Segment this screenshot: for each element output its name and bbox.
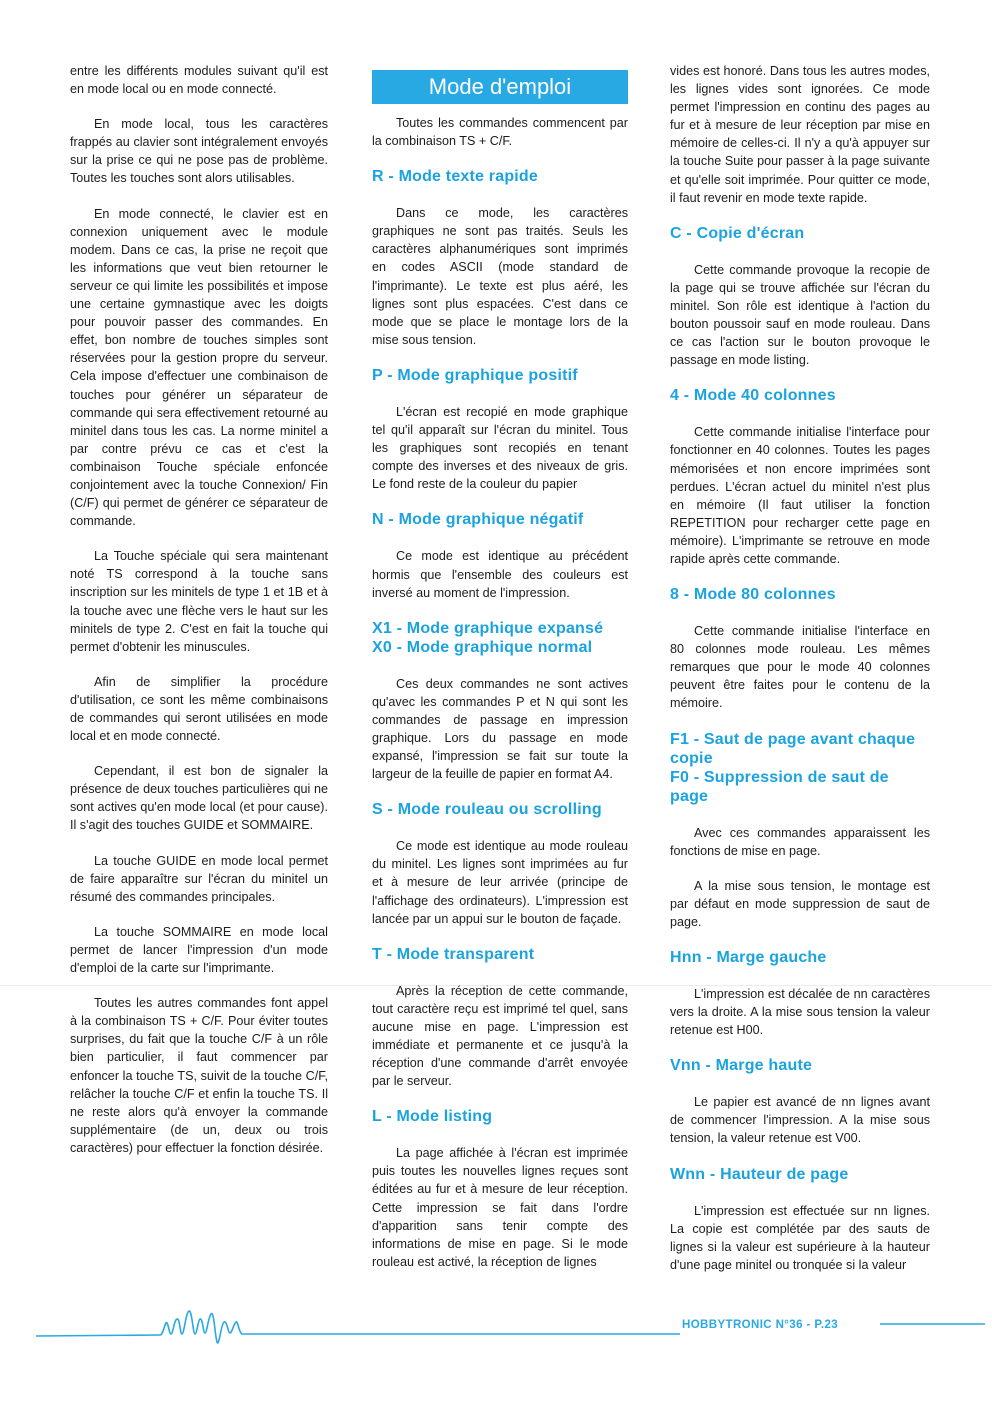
heading-n: N - Mode graphique négatif xyxy=(372,511,584,529)
heading-x0: X0 - Mode graphique normal xyxy=(372,638,593,656)
paragraph: Cependant, il est bon de signaler la présence de deux touches particulières qui ne sont actives qu'en mode local (et pour cause). Il s'agit des touches GUIDE et SOMMAIRE. xyxy=(70,764,328,833)
heading-8: 8 - Mode 80 colonnes xyxy=(670,586,836,604)
heading-t: T - Mode transparent xyxy=(372,945,535,963)
heading-l: L - Mode listing xyxy=(372,1108,493,1126)
paragraph: Ces deux commandes ne sont actives qu'avec les commandes P et N qui sont les commandes de passage en impression graphique. Lors du passage en mode expansé, l'impression se fait sur toute la largeur de la feuille de papier en format A4. xyxy=(372,676,628,782)
heading-4: 4 - Mode 40 colonnes xyxy=(670,387,836,405)
footer-rule xyxy=(0,1300,992,1360)
column-left xyxy=(70,62,328,1174)
paragraph: En mode connecté, le clavier est en connexion uniquement avec le module modem. Dans ce cas, la prise ne reçoit que les informations que veut bien retourner le serveur ce qui limite les possibilités et impose une certaine gymnastique avec les doigts pour pouvoir passer des commandes. En effet, bon nombre de touches simples sont réservées pour la gestion propre du serveur. Cela impose d'effectuer une combinaison de touches pour générer un séparateur de commande qui sera effectivement retourné au minitel dans tous les cas. La norme minitel a par contre prévu ce cas et c'est la combinaison Touche spéciale enfoncée conjointement avec la touche Connexion/ Fin (C/F) qui permet de générer ce séparateur de commande. xyxy=(70,206,328,529)
paragraph: Le papier est avancé de nn lignes avant de commencer l'impression. A la mise sous tension, la valeur retenue est V00. xyxy=(670,1095,930,1146)
paragraph: L'impression est décalée de nn caractères vers la droite. A la mise sous tension la valeur retenue est H00. xyxy=(670,987,930,1038)
paragraph: Cette commande initialise l'interface en 80 colonnes mode rouleau. Les mêmes remarques que pour le mode 40 colonnes peuvent être faites pour le contenu de la mémoire. xyxy=(670,624,930,711)
heading-p: P - Mode graphique positif xyxy=(372,366,578,384)
heading-h: Hnn - Marge gauche xyxy=(670,949,827,966)
paragraph: A la mise sous tension, le montage est par défaut en mode suppression de saut de page. xyxy=(670,878,930,929)
paragraph: Ce mode est identique au précédent hormis que l'ensemble des couleurs est inversé au moment de l'impression. xyxy=(372,549,628,600)
paragraph: L'impression est effectuée sur nn lignes. La copie est complétée par des sauts de lignes si la valeur est supérieure à la hauteur d'une page minitel ou tronquée si la valeur xyxy=(670,1203,930,1272)
footer-page-label: HOBBYTRONIC N°36 - P.23 xyxy=(682,1319,839,1331)
paragraph: Dans ce mode, les caractères graphiques ne sont pas traités. Seuls les caractères alphanumériques sont imprimés en codes ASCII (mode standard de l'imprimante). Le texte est plus aéré, les lignes sont plus espacées. C'est dans ce mode que se place le montage lors de la mise sous tension. xyxy=(372,206,628,347)
heading-v: Vnn - Marge haute xyxy=(670,1057,813,1075)
paragraph: Cette commande initialise l'interface pour fonctionner en 40 colonnes. Toutes les pages mémorisées et non encore imprimées sont perdues. L'écran actuel du minitel n'est plus en mémoire (Il faut utiliser la fonction REPETITION pour recharger cette page en mémoire). L'imprimante se retrouve en mode rapide après cette commande. xyxy=(670,425,930,566)
column-middle xyxy=(372,62,628,1288)
heading-w: Wnn - Hauteur de page xyxy=(670,1165,849,1183)
paragraph: La touche GUIDE en mode local permet de faire apparaître sur l'écran du minitel un résumé des commandes principales. xyxy=(70,853,328,904)
paragraph: Avec ces commandes apparaissent les fonctions de mise en page. xyxy=(670,825,930,858)
paragraph: La Touche spéciale qui sera maintenant noté TS correspond à la touche sans inscription sur les minitels de type 1 et 1B et à la touche avec une flèche vers le haut sur les minitels de type 2. C'est en fait la touche qui permet d'obtenir les minuscules. xyxy=(70,549,328,654)
paragraph: Cette commande provoque la recopie de la page qui se trouve affichée sur l'écran du minitel. Son rôle est identique à l'action du bouton poussoir sauf en mode rouleau. Dans ce cas l'action sur le bouton provoque le passage en mode listing. xyxy=(670,262,930,368)
paragraph: Ce mode est identique au mode rouleau du minitel. Les lignes sont imprimées au fur et à mesure de leur arrivée (principe de l'affichage des ordinateurs). L'impression est lancée par un appui sur le bouton de façade. xyxy=(372,839,628,926)
column-right xyxy=(670,62,930,1291)
heading-f0: F0 - Suppression de saut de page xyxy=(670,768,889,805)
paragraph: L'écran est recopié en mode graphique tel qu'il apparaît sur l'écran du minitel. Tous les graphiques sont recopiés en tenant compte des inverses et des niveaux de gris. Le fond reste de la couleur du papier xyxy=(372,404,628,492)
section-banner: Mode d'emploi xyxy=(372,70,628,104)
paragraph: entre les différents modules suivant qu'il est en mode local ou en mode connecté. xyxy=(70,64,328,97)
paragraph: vides est honoré. Dans tous les autres modes, les lignes vides sont ignorées. Ce mode permet l'impression en continu des pages au fur et à mesure de leur réception par mise en mémoire de celles-ci. Il n'y a qu'à appuyer sur la touche Suite pour passer à la page suivante et qu'elle soit imprimée. Pour quitter ce mode, il faut revenir en mode texte rapide. xyxy=(670,64,930,205)
paragraph: En mode local, tous les caractères frappés au clavier sont intégralement envoyés sur la prise ce qui ne pose pas de problème. Toutes les touches sont alors utilisables. xyxy=(70,117,328,186)
paragraph: La touche SOMMAIRE en mode local permet de lancer l'impression d'un mode d'emploi de la carte sur l'imprimante. xyxy=(70,924,328,976)
heading-c: C - Copie d'écran xyxy=(670,224,805,242)
heading-r: R - Mode texte rapide xyxy=(372,168,539,186)
heading-x1: X1 - Mode graphique expansé xyxy=(372,619,604,637)
paragraph: Après la réception de cette commande, tout caractère reçu est imprimé tel quel, sans aucune mise en page. L'impression est immédiate et permanente et ce jusqu'à la réception d'une commande d'arrêt envoyée par le serveur. xyxy=(372,983,628,1089)
paragraph: Afin de simplifier la procédure d'utilisation, ce sont les même combinaisons de commandes qui seront utilisées en mode local et en mode connecté. xyxy=(70,674,328,744)
heading-f1: F1 - Saut de page avant chaque copie xyxy=(670,730,916,767)
paragraph: La page affichée à l'écran est imprimée puis toutes les nouvelles lignes reçues sont éditées au fur et à mesure de leur réception. Cette impression se fait dans l'ordre d'apparition sans tenir compte des informations de mise en page. Si le mode rouleau est activé, la réception de lignes xyxy=(372,1146,628,1269)
paragraph: Toutes les commandes commencent par la combinaison TS + C/F. xyxy=(372,116,628,149)
paragraph: Toutes les autres commandes font appel à la combinaison TS + C/F. Pour éviter toutes surprises, du fait que la touche C/F à un rôle bien particulier, il faut commencer par enfoncer la touche TS, suivit de la touche C/F, relâcher la touche C/F et enfin la touche TS. Il ne reste alors qu'à envoyer la commande supplémentaire (de un, deux ou trois caractères) pour effectuer la fonction désirée. xyxy=(70,996,328,1155)
signal-wave-icon xyxy=(36,1311,680,1343)
heading-s: S - Mode rouleau ou scrolling xyxy=(372,801,602,819)
